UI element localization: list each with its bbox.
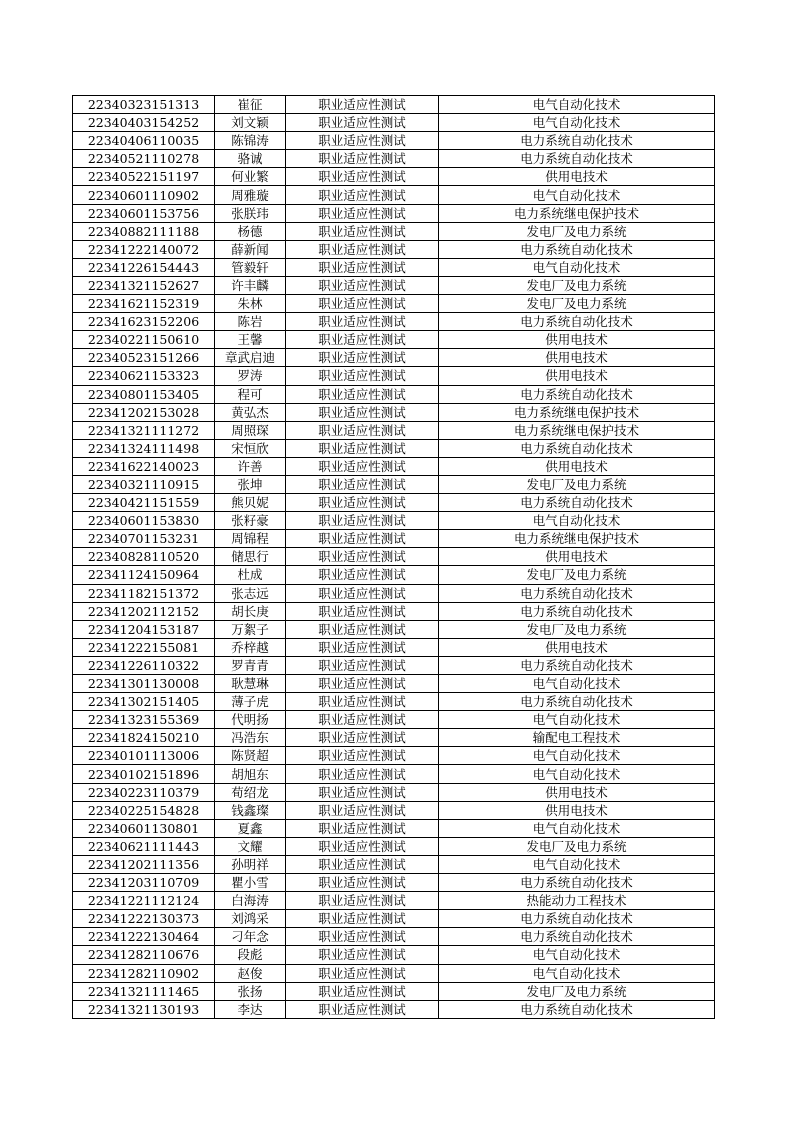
exam-number-cell: 22340601153830 — [73, 512, 215, 530]
student-name-cell: 张朕玮 — [215, 204, 286, 222]
major-cell: 供用电技术 — [439, 457, 715, 475]
major-cell: 电气自动化技术 — [439, 747, 715, 765]
exam-number-cell: 22341202111356 — [73, 855, 215, 873]
major-cell: 电力系统自动化技术 — [439, 693, 715, 711]
table-row — [73, 240, 715, 258]
exam-type-cell: 职业适应性测试 — [286, 222, 439, 240]
exam-type-cell: 职业适应性测试 — [286, 1000, 439, 1018]
table-row — [73, 765, 715, 783]
major-cell: 电力系统自动化技术 — [439, 656, 715, 674]
student-name-cell: 赵俊 — [215, 964, 286, 982]
table-row — [73, 910, 715, 928]
major-cell: 电气自动化技术 — [439, 855, 715, 873]
major-cell: 电力系统自动化技术 — [439, 313, 715, 331]
exam-number-cell: 22340601130801 — [73, 819, 215, 837]
student-name-cell: 熊贝妮 — [215, 494, 286, 512]
exam-number-cell: 22341622140023 — [73, 457, 215, 475]
table-row — [73, 892, 715, 910]
major-cell: 电气自动化技术 — [439, 186, 715, 204]
student-name-cell: 骆诚 — [215, 150, 286, 168]
exam-type-cell: 职业适应性测试 — [286, 475, 439, 493]
exam-type-cell: 职业适应性测试 — [286, 168, 439, 186]
table-row — [73, 1000, 715, 1018]
exam-type-cell: 职业适应性测试 — [286, 638, 439, 656]
student-name-cell: 瞿小雪 — [215, 874, 286, 892]
student-name-cell: 张籽豪 — [215, 512, 286, 530]
major-cell: 电力系统自动化技术 — [439, 910, 715, 928]
exam-number-cell: 22341301130008 — [73, 675, 215, 693]
exam-number-cell: 22341222130464 — [73, 928, 215, 946]
exam-number-cell: 22341226110322 — [73, 656, 215, 674]
exam-type-cell: 职业适应性测试 — [286, 530, 439, 548]
table-row — [73, 620, 715, 638]
student-name-cell: 杜成 — [215, 566, 286, 584]
exam-type-cell: 职业适应性测试 — [286, 693, 439, 711]
exam-number-cell: 22341321111465 — [73, 982, 215, 1000]
exam-number-cell: 22340828110520 — [73, 548, 215, 566]
exam-number-cell: 22340523151266 — [73, 349, 215, 367]
exam-number-cell: 22340223110379 — [73, 783, 215, 801]
major-cell: 电力系统自动化技术 — [439, 874, 715, 892]
exam-type-cell: 职业适应性测试 — [286, 457, 439, 475]
major-cell: 热能动力工程技术 — [439, 892, 715, 910]
student-name-cell: 李达 — [215, 1000, 286, 1018]
exam-number-cell: 22341282110902 — [73, 964, 215, 982]
student-name-cell: 许丰麟 — [215, 276, 286, 294]
major-cell: 发电厂及电力系统 — [439, 276, 715, 294]
table-row — [73, 512, 715, 530]
table-row — [73, 530, 715, 548]
exam-type-cell: 职业适应性测试 — [286, 96, 439, 114]
exam-type-cell: 职业适应性测试 — [286, 620, 439, 638]
exam-number-cell: 22341202112152 — [73, 602, 215, 620]
table-row — [73, 96, 715, 114]
exam-number-cell: 22340601153756 — [73, 204, 215, 222]
table-row — [73, 494, 715, 512]
exam-number-cell: 22340521110278 — [73, 150, 215, 168]
student-name-cell: 段彪 — [215, 946, 286, 964]
exam-type-cell: 职业适应性测试 — [286, 204, 439, 222]
exam-number-cell: 22341323155369 — [73, 711, 215, 729]
student-name-cell: 乔梓越 — [215, 638, 286, 656]
exam-type-cell: 职业适应性测试 — [286, 765, 439, 783]
major-cell: 电力系统自动化技术 — [439, 494, 715, 512]
table-row — [73, 819, 715, 837]
exam-type-cell: 职业适应性测试 — [286, 584, 439, 602]
exam-type-cell: 职业适应性测试 — [286, 819, 439, 837]
table-row — [73, 186, 715, 204]
exam-number-cell: 22340102151896 — [73, 765, 215, 783]
exam-type-cell: 职业适应性测试 — [286, 349, 439, 367]
major-cell: 电力系统继电保护技术 — [439, 421, 715, 439]
exam-type-cell: 职业适应性测试 — [286, 675, 439, 693]
exam-type-cell: 职业适应性测试 — [286, 367, 439, 385]
table-row — [73, 403, 715, 421]
table-row — [73, 982, 715, 1000]
table-row — [73, 638, 715, 656]
major-cell: 供用电技术 — [439, 638, 715, 656]
exam-number-cell: 22341202153028 — [73, 403, 215, 421]
table-row — [73, 439, 715, 457]
exam-type-cell: 职业适应性测试 — [286, 711, 439, 729]
major-cell: 电力系统自动化技术 — [439, 150, 715, 168]
exam-number-cell: 22340801153405 — [73, 385, 215, 403]
table-row — [73, 276, 715, 294]
major-cell: 电力系统自动化技术 — [439, 385, 715, 403]
exam-type-cell: 职业适应性测试 — [286, 801, 439, 819]
student-name-cell: 何业繁 — [215, 168, 286, 186]
student-name-cell: 周锦程 — [215, 530, 286, 548]
major-cell: 电气自动化技术 — [439, 258, 715, 276]
table-row — [73, 222, 715, 240]
exam-number-cell: 22340601110902 — [73, 186, 215, 204]
table-row — [73, 349, 715, 367]
table-row — [73, 313, 715, 331]
exam-number-cell: 22341222130373 — [73, 910, 215, 928]
major-cell: 发电厂及电力系统 — [439, 475, 715, 493]
exam-number-cell: 22341222140072 — [73, 240, 215, 258]
exam-number-cell: 22340621111443 — [73, 837, 215, 855]
student-name-cell: 代明扬 — [215, 711, 286, 729]
table-row — [73, 132, 715, 150]
student-name-cell: 周照琛 — [215, 421, 286, 439]
student-name-cell: 陈岩 — [215, 313, 286, 331]
exam-type-cell: 职业适应性测试 — [286, 964, 439, 982]
table-row — [73, 475, 715, 493]
student-name-cell: 耿慧琳 — [215, 675, 286, 693]
exam-type-cell: 职业适应性测试 — [286, 186, 439, 204]
exam-number-cell: 22341222155081 — [73, 638, 215, 656]
exam-number-cell: 22340225154828 — [73, 801, 215, 819]
student-name-cell: 杨德 — [215, 222, 286, 240]
major-cell: 发电厂及电力系统 — [439, 620, 715, 638]
table-row — [73, 602, 715, 620]
exam-number-cell: 22340701153231 — [73, 530, 215, 548]
exam-type-cell: 职业适应性测试 — [286, 656, 439, 674]
major-cell: 供用电技术 — [439, 168, 715, 186]
major-cell: 电气自动化技术 — [439, 964, 715, 982]
student-name-cell: 文耀 — [215, 837, 286, 855]
major-cell: 电力系统自动化技术 — [439, 439, 715, 457]
roster-body — [73, 96, 715, 1019]
student-name-cell: 罗涛 — [215, 367, 286, 385]
exam-number-cell: 22340406110035 — [73, 132, 215, 150]
table-row — [73, 711, 715, 729]
student-name-cell: 崔征 — [215, 96, 286, 114]
major-cell: 电力系统自动化技术 — [439, 928, 715, 946]
student-name-cell: 储思行 — [215, 548, 286, 566]
exam-number-cell: 22341324111498 — [73, 439, 215, 457]
student-name-cell: 章武启迪 — [215, 349, 286, 367]
major-cell: 电力系统继电保护技术 — [439, 530, 715, 548]
table-row — [73, 855, 715, 873]
table-row — [73, 168, 715, 186]
exam-number-cell: 22341203110709 — [73, 874, 215, 892]
table-row — [73, 675, 715, 693]
exam-number-cell: 22341824150210 — [73, 729, 215, 747]
table-row — [73, 331, 715, 349]
table-row — [73, 729, 715, 747]
table-row — [73, 584, 715, 602]
major-cell: 供用电技术 — [439, 331, 715, 349]
major-cell: 电气自动化技术 — [439, 819, 715, 837]
exam-number-cell: 22341302151405 — [73, 693, 215, 711]
student-name-cell: 陈锦涛 — [215, 132, 286, 150]
major-cell: 电力系统继电保护技术 — [439, 403, 715, 421]
student-name-cell: 薛新闻 — [215, 240, 286, 258]
student-name-cell: 许善 — [215, 457, 286, 475]
exam-number-cell: 22341321130193 — [73, 1000, 215, 1018]
student-name-cell: 朱林 — [215, 295, 286, 313]
student-name-cell: 胡旭东 — [215, 765, 286, 783]
exam-number-cell: 22340882111188 — [73, 222, 215, 240]
student-name-cell: 宋恒欣 — [215, 439, 286, 457]
exam-type-cell: 职业适应性测试 — [286, 150, 439, 168]
exam-number-cell: 22340421151559 — [73, 494, 215, 512]
student-name-cell: 胡长庚 — [215, 602, 286, 620]
exam-type-cell: 职业适应性测试 — [286, 837, 439, 855]
table-row — [73, 801, 715, 819]
exam-type-cell: 职业适应性测试 — [286, 331, 439, 349]
major-cell: 发电厂及电力系统 — [439, 837, 715, 855]
exam-type-cell: 职业适应性测试 — [286, 747, 439, 765]
exam-number-cell: 22341282110676 — [73, 946, 215, 964]
exam-type-cell: 职业适应性测试 — [286, 276, 439, 294]
table-row — [73, 295, 715, 313]
exam-number-cell: 22340323151313 — [73, 96, 215, 114]
exam-type-cell: 职业适应性测试 — [286, 403, 439, 421]
exam-number-cell: 22341621152319 — [73, 295, 215, 313]
exam-number-cell: 22340221150610 — [73, 331, 215, 349]
exam-number-cell: 22340621153323 — [73, 367, 215, 385]
table-row — [73, 114, 715, 132]
student-name-cell: 薄子虎 — [215, 693, 286, 711]
exam-type-cell: 职业适应性测试 — [286, 928, 439, 946]
student-name-cell: 张扬 — [215, 982, 286, 1000]
major-cell: 电气自动化技术 — [439, 96, 715, 114]
student-name-cell: 黄弘杰 — [215, 403, 286, 421]
major-cell: 供用电技术 — [439, 548, 715, 566]
table-row — [73, 783, 715, 801]
student-name-cell: 陈贤超 — [215, 747, 286, 765]
student-name-cell: 罗青青 — [215, 656, 286, 674]
table-row — [73, 946, 715, 964]
exam-number-cell: 22341623152206 — [73, 313, 215, 331]
exam-number-cell: 22340101113006 — [73, 747, 215, 765]
major-cell: 电气自动化技术 — [439, 765, 715, 783]
exam-type-cell: 职业适应性测试 — [286, 313, 439, 331]
exam-type-cell: 职业适应性测试 — [286, 512, 439, 530]
table-row — [73, 928, 715, 946]
student-name-cell: 王馨 — [215, 331, 286, 349]
table-row — [73, 150, 715, 168]
exam-type-cell: 职业适应性测试 — [286, 946, 439, 964]
exam-type-cell: 职业适应性测试 — [286, 783, 439, 801]
exam-type-cell: 职业适应性测试 — [286, 132, 439, 150]
student-name-cell: 白海涛 — [215, 892, 286, 910]
major-cell: 供用电技术 — [439, 349, 715, 367]
major-cell: 电力系统自动化技术 — [439, 240, 715, 258]
exam-type-cell: 职业适应性测试 — [286, 548, 439, 566]
exam-number-cell: 22341321111272 — [73, 421, 215, 439]
exam-type-cell: 职业适应性测试 — [286, 982, 439, 1000]
exam-number-cell: 22340403154252 — [73, 114, 215, 132]
table-row — [73, 747, 715, 765]
major-cell: 供用电技术 — [439, 801, 715, 819]
major-cell: 供用电技术 — [439, 367, 715, 385]
major-cell: 电气自动化技术 — [439, 711, 715, 729]
student-name-cell: 张坤 — [215, 475, 286, 493]
major-cell: 输配电工程技术 — [439, 729, 715, 747]
major-cell: 电气自动化技术 — [439, 946, 715, 964]
table-row — [73, 457, 715, 475]
table-row — [73, 367, 715, 385]
table-row — [73, 204, 715, 222]
student-name-cell: 周雅璇 — [215, 186, 286, 204]
student-name-cell: 夏鑫 — [215, 819, 286, 837]
exam-type-cell: 职业适应性测试 — [286, 874, 439, 892]
exam-number-cell: 22341204153187 — [73, 620, 215, 638]
exam-type-cell: 职业适应性测试 — [286, 385, 439, 403]
student-name-cell: 荀绍龙 — [215, 783, 286, 801]
major-cell: 电力系统自动化技术 — [439, 602, 715, 620]
exam-number-cell: 22341221112124 — [73, 892, 215, 910]
table-row — [73, 693, 715, 711]
student-name-cell: 刘文颖 — [215, 114, 286, 132]
exam-number-cell: 22341321152627 — [73, 276, 215, 294]
major-cell: 发电厂及电力系统 — [439, 295, 715, 313]
exam-type-cell: 职业适应性测试 — [286, 295, 439, 313]
student-name-cell: 刁年念 — [215, 928, 286, 946]
exam-type-cell: 职业适应性测试 — [286, 892, 439, 910]
exam-type-cell: 职业适应性测试 — [286, 855, 439, 873]
table-row — [73, 656, 715, 674]
exam-type-cell: 职业适应性测试 — [286, 910, 439, 928]
major-cell: 发电厂及电力系统 — [439, 566, 715, 584]
exam-type-cell: 职业适应性测试 — [286, 240, 439, 258]
exam-number-cell: 22340522151197 — [73, 168, 215, 186]
major-cell: 电力系统自动化技术 — [439, 1000, 715, 1018]
table-row — [73, 258, 715, 276]
table-row — [73, 837, 715, 855]
exam-number-cell: 22340321110915 — [73, 475, 215, 493]
student-name-cell: 钱鑫璨 — [215, 801, 286, 819]
student-name-cell: 孙明祥 — [215, 855, 286, 873]
exam-type-cell: 职业适应性测试 — [286, 114, 439, 132]
major-cell: 发电厂及电力系统 — [439, 982, 715, 1000]
student-name-cell: 万絮子 — [215, 620, 286, 638]
exam-type-cell: 职业适应性测试 — [286, 494, 439, 512]
exam-type-cell: 职业适应性测试 — [286, 258, 439, 276]
table-row — [73, 566, 715, 584]
major-cell: 电气自动化技术 — [439, 675, 715, 693]
exam-type-cell: 职业适应性测试 — [286, 421, 439, 439]
exam-type-cell: 职业适应性测试 — [286, 566, 439, 584]
student-name-cell: 管毅轩 — [215, 258, 286, 276]
major-cell: 供用电技术 — [439, 783, 715, 801]
table-row — [73, 421, 715, 439]
exam-type-cell: 职业适应性测试 — [286, 729, 439, 747]
major-cell: 电气自动化技术 — [439, 114, 715, 132]
student-name-cell: 程可 — [215, 385, 286, 403]
student-roster-table — [72, 95, 715, 1019]
exam-number-cell: 22341226154443 — [73, 258, 215, 276]
exam-number-cell: 22341124150964 — [73, 566, 215, 584]
major-cell: 发电厂及电力系统 — [439, 222, 715, 240]
major-cell: 电力系统继电保护技术 — [439, 204, 715, 222]
major-cell: 电力系统自动化技术 — [439, 584, 715, 602]
exam-type-cell: 职业适应性测试 — [286, 439, 439, 457]
exam-type-cell: 职业适应性测试 — [286, 602, 439, 620]
student-name-cell: 张志远 — [215, 584, 286, 602]
table-row — [73, 964, 715, 982]
exam-number-cell: 22341182151372 — [73, 584, 215, 602]
student-name-cell: 刘鸿采 — [215, 910, 286, 928]
student-name-cell: 冯浩东 — [215, 729, 286, 747]
major-cell: 电气自动化技术 — [439, 512, 715, 530]
major-cell: 电力系统自动化技术 — [439, 132, 715, 150]
table-row — [73, 548, 715, 566]
table-row — [73, 385, 715, 403]
table-row — [73, 874, 715, 892]
